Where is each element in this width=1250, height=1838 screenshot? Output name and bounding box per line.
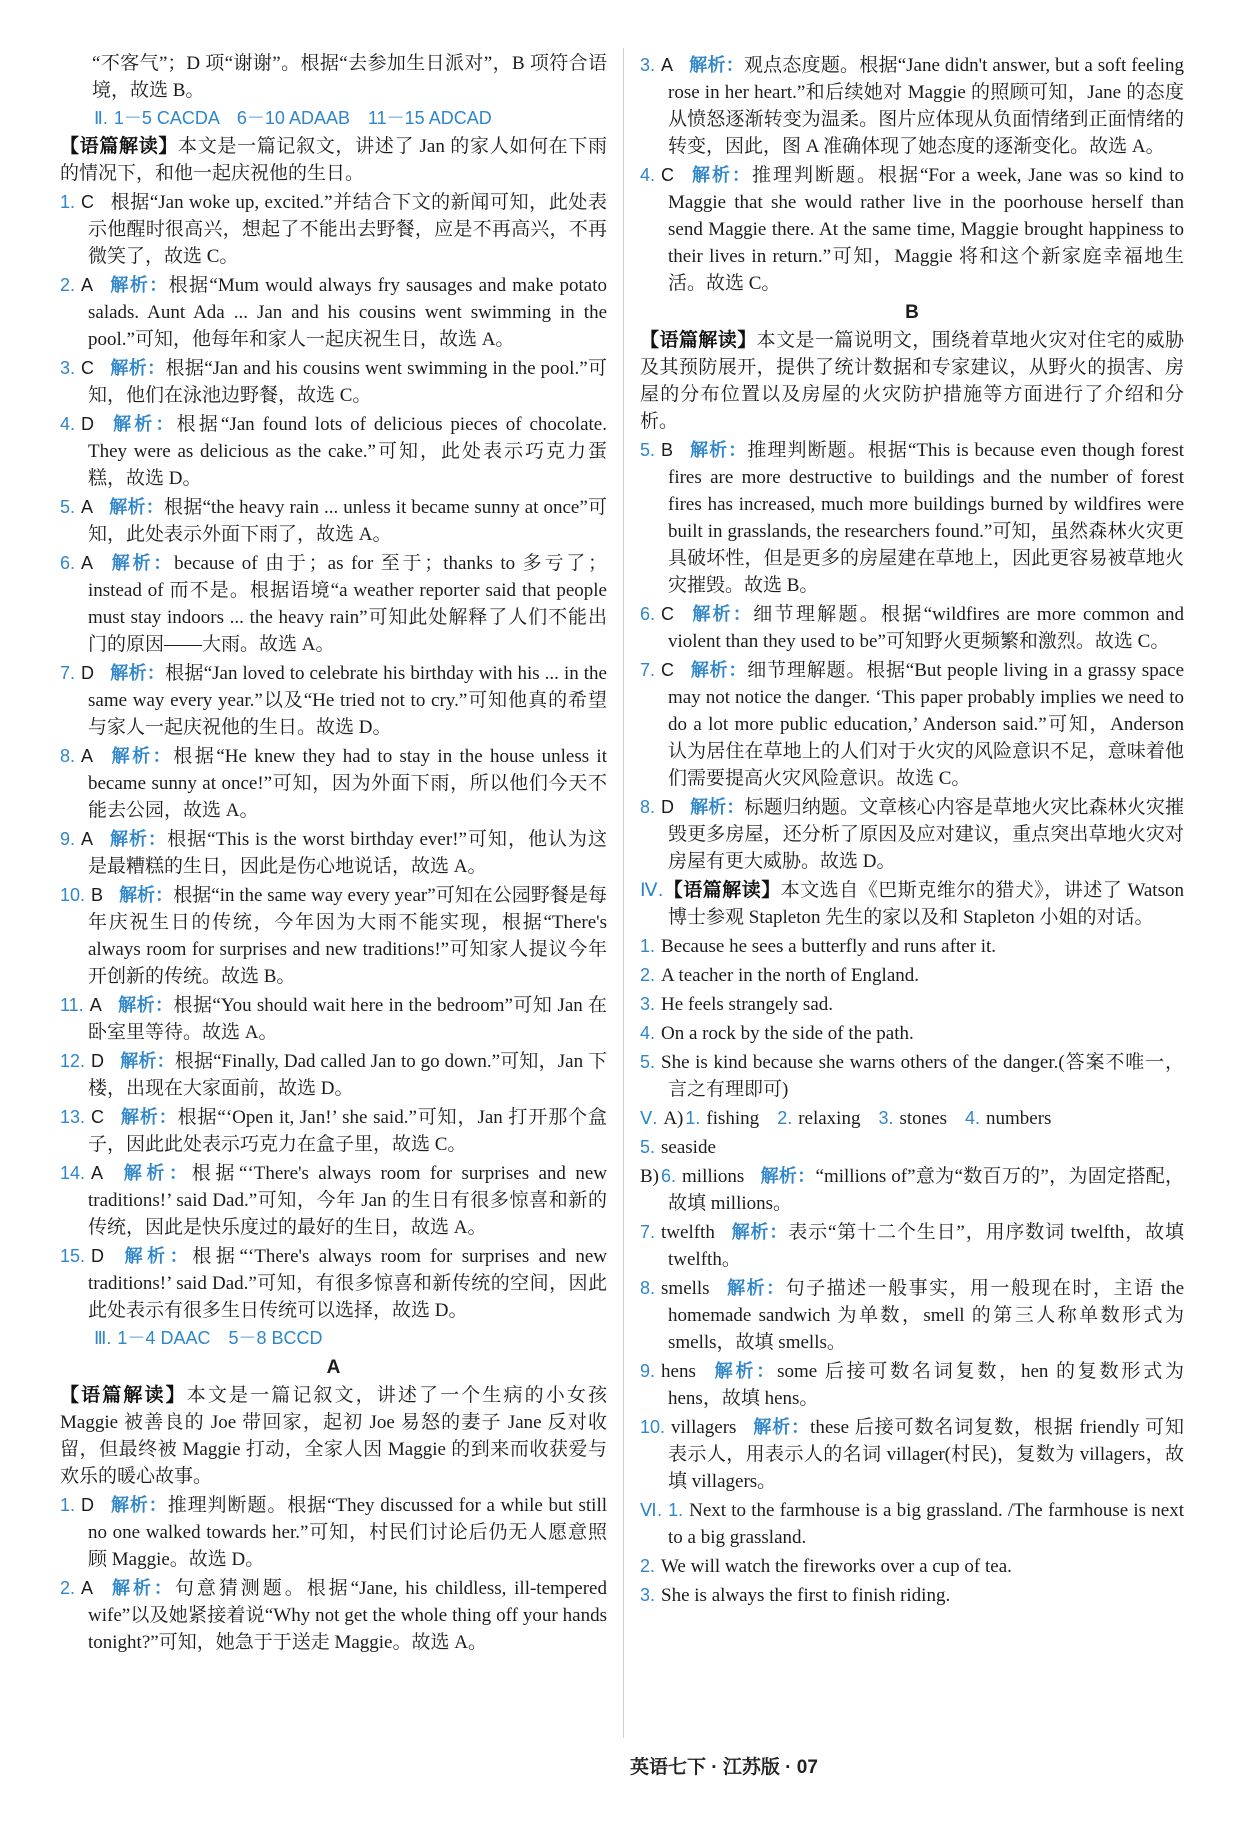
item-answer: B [661, 440, 674, 460]
answer-item [640, 1497, 1184, 1551]
section-3-answers [60, 1325, 607, 1352]
analysis-label: 解析： [109, 746, 174, 766]
item-explanation: 根据“Jan and his cousins went swimming in the pool.”可知，他们在泳池边野餐，故选 C。 [88, 358, 607, 406]
fill-answer [878, 1108, 947, 1129]
reading-tag: 【语篇解读】 [663, 880, 781, 901]
item-answer: A [89, 995, 102, 1015]
item-number: 13. [60, 1107, 86, 1127]
answer-item [640, 1219, 1184, 1273]
item-number: 2. [640, 1556, 656, 1576]
item-explanation: 根据“Jan woke up, excited.”并结合下文的新闻可知，此处表示他醒时很高兴，想起了不能出去野餐，应是不再高兴，不再微笑了，故选 C。 [88, 192, 607, 267]
item-explanation: 句意猜测题。根据“Jane, his childless, ill-tempered wife”以及她紧接着说“Why not get the whole thing off your hands tonight?”可知，她急于于送走 Maggie。故选 A。 [88, 1578, 607, 1653]
item-answer: D [91, 1246, 105, 1266]
answer-item [640, 1134, 1184, 1161]
analysis-label: 解析： [109, 829, 168, 849]
answer-item [60, 826, 607, 880]
item-number: 5. [60, 497, 76, 517]
item-explanation: 根据“the heavy rain ... unless it became sunny at once”可知，此处表示外面下雨了，故选 A。 [88, 497, 607, 545]
item-answer: A [91, 1163, 104, 1183]
analysis-label: 解析： [110, 414, 177, 434]
section-answers: 1－5 CACDA 6－10 ADAAB 11－15 ADCAD [113, 108, 492, 128]
item-number: 3. [60, 358, 76, 378]
analysis-label: 解析： [110, 663, 166, 683]
item-explanation: “millions of”意为“数百万的”，为固定搭配，故填 millions。 [668, 1166, 1184, 1214]
item-number: 5. [640, 1137, 656, 1157]
item-explanation: 推理判断题。根据“They discussed for a while but still no one walked towards her.”可知，村民们讨论后仍无人愿意照顾 Maggie。故选 D。 [88, 1495, 607, 1570]
analysis-label: 解析： [120, 1246, 193, 1266]
item-explanation: 标题归纳题。文章核心内容是草地火灾比森林火灾摧毁更多房屋，还分析了原因及应对建议，重点突出草地火灾对房屋有更大威胁。故选 D。 [668, 797, 1184, 872]
item-text: He feels strangely sad. [661, 994, 834, 1015]
section-label: Ⅱ. [94, 108, 108, 128]
item-answer: C [661, 165, 675, 185]
item-answer: D [81, 1495, 95, 1515]
analysis-label: 解析： [120, 1107, 178, 1127]
section-label: Ⅴ. [640, 1108, 658, 1128]
item-explanation: 根据“‘Open it, Jan!’ she said.”可知，Jan 打开那个盒子，因此此处表示巧克力在盒子里，故选 C。 [88, 1107, 607, 1155]
reading-text: 本文选自《巴斯克维尔的猎犬》，讲述了 Watson 博士参观 Stapleton 先生的家以及和 Stapleton 小姐的对话。 [668, 880, 1184, 928]
item-text: A teacher in the north of England. [661, 965, 920, 986]
answer-item [60, 1104, 607, 1158]
item-number: 4. [60, 414, 76, 434]
analysis-label: 解析： [690, 604, 754, 624]
section-5-part-a [640, 1105, 1184, 1132]
item-explanation: 根据“Finally, Dad called Jan to go down.”可知，Jan 下楼，出现在大家面前，故选 D。 [88, 1051, 607, 1099]
item-answer: A [81, 553, 94, 573]
item-word: fishing [706, 1108, 760, 1129]
analysis-label: 解析： [119, 885, 174, 905]
column-divider [623, 48, 624, 1738]
item-answer: A [81, 746, 94, 766]
answer-item [60, 1492, 607, 1573]
item-explanation: 根据“Mum would always fry sausages and make potato salads. Aunt Ada ... Jan and his cousins went swimming in the pool.”可知，他每年和家人一起庆祝生日，故选 A。 [88, 275, 607, 350]
item-explanation: 细节理解题。根据“But people living in a grassy space may not notice the danger. ‘This paper probably implies we need to do a lot more public education,’ Anderson said.”可知，Anderson 认为居住在草地上的人们对于火灾的风险意识不足，意味着他们需要提高火灾风险意识。故选 C。 [668, 660, 1184, 789]
item-number: 1. [685, 1108, 701, 1128]
item-number: 10. [640, 1417, 666, 1437]
item-answer: A [661, 55, 674, 75]
item-explanation: 根据“Jan loved to celebrate his birthday with his ... in the same way every year.”以及“He tried not to cry.”可知他真的希望与家人一起庆祝他的生日。故选 D。 [88, 663, 607, 738]
item-number: 2. [60, 1578, 76, 1598]
item-explanation: because of 由于；as for 至于；thanks to 多亏了；instead of 而不是。根据语境“a weather reporter said that people must stay indoors ... the heavy rain”可知此处解释了人们不能出门的原因——大雨。故选 A。 [88, 553, 607, 655]
section-label: Ⅲ. [94, 1328, 112, 1348]
item-number: 4. [640, 165, 656, 185]
item-number: 5. [640, 1052, 656, 1072]
answer-item [640, 962, 1184, 989]
item-explanation: these 后接可数名词复数，根据 friendly 可知表示人，用表示人的名词 villager(村民)，复数为 villagers，故填 villagers。 [668, 1417, 1184, 1492]
answer-item [60, 660, 607, 741]
reading-tag: 【语篇解读】 [60, 1385, 187, 1406]
item-number: 8. [640, 1278, 656, 1298]
item-number: 6. [640, 604, 656, 624]
item-answer: A [81, 497, 94, 517]
item-number: 14. [60, 1163, 86, 1183]
analysis-label: 解析： [689, 440, 748, 460]
passage-heading-b: B [905, 302, 919, 323]
item-number: 3. [640, 1585, 656, 1605]
item-explanation: 根据“in the same way every year”可知在公园野餐是每年庆祝生日的传统，今年因为大雨不能实现，根据“There's always room for surprises and new traditions!”可知家人提议今年开创新的传统。故选 B。 [88, 885, 607, 987]
analysis-label: 解析： [725, 1278, 786, 1298]
answer-item [640, 437, 1184, 599]
answer-item [640, 1163, 1184, 1217]
analysis-label: 解析： [760, 1166, 816, 1186]
item-number: 2. [640, 965, 656, 985]
answer-item [640, 991, 1184, 1018]
reading-text: 本文是一篇说明文，围绕着草地火灾对住宅的威胁及其预防展开，提供了统计数据和专家建议，从野火的损害、房屋的分布位置以及房屋的火灾防护措施等方面进行了介绍和分析。 [640, 330, 1184, 432]
answer-item [60, 1243, 607, 1324]
analysis-label: 解析： [110, 1495, 168, 1515]
item-text: She is always the first to finish riding. [661, 1585, 951, 1606]
analysis-label: 解析： [752, 1417, 811, 1437]
item-explanation: 观点态度题。根据“Jane didn't answer, but a soft feeling rose in her heart.”和后续她对 Maggie 的照顾可知，Jane 的态度从愤怒逐渐转变为温柔。图片应体现从负面情绪到正面情绪的转变，因此，图 A 准确体现了她态度的逐渐变化。故选 A。 [668, 55, 1184, 157]
passage-heading-a: A [326, 1357, 341, 1378]
reading-summary [60, 133, 607, 187]
item-answer: A [81, 829, 94, 849]
reading-summary [640, 327, 1184, 435]
item-number: 12. [60, 1051, 86, 1071]
page-footer: 英语七下 · 江苏版 · 07 [630, 1757, 818, 1778]
item-explanation: 根据“This is the worst birthday ever!”可知，他认为这是最糟糕的生日，因此是伤心地说话，故选 A。 [88, 829, 607, 877]
answer-item [640, 1049, 1184, 1103]
item-answer: D [81, 414, 95, 434]
item-answer: C [81, 192, 95, 212]
item-word: hens [661, 1361, 696, 1382]
item-number: 1. [668, 1500, 684, 1520]
item-explanation: 推理判断题。根据“For a week, Jane was so kind to Maggie that she would rather live in the poorhouse herself than send Maggie there. At the same time, Maggie brought happiness to their lives in return.”可知，Maggie 将和这个新家庭幸福地生活。故选 C。 [668, 165, 1184, 294]
answer-item [60, 992, 607, 1046]
item-answer: D [81, 663, 95, 683]
item-answer: A [81, 1578, 94, 1598]
item-text: We will watch the fireworks over a cup of tea. [661, 1556, 1012, 1577]
right-column [640, 50, 1184, 1740]
section-label: Ⅳ. [640, 880, 664, 901]
answer-item [60, 411, 607, 492]
item-answer: D [661, 797, 675, 817]
section-label: Ⅵ. [640, 1500, 663, 1520]
item-number: 2. [777, 1108, 793, 1128]
analysis-label: 解析： [117, 995, 174, 1015]
answer-item [60, 189, 607, 270]
item-answer: B [91, 885, 104, 905]
item-number: 6. [60, 553, 76, 573]
item-text: On a rock by the side of the path. [661, 1023, 914, 1044]
item-explanation: 细节理解题。根据“wildfires are more common and violent than they used to be”可知野火更频繁和激烈。故选 C。 [668, 604, 1184, 652]
reading-tag: 【语篇解读】 [640, 330, 757, 351]
item-explanation: 根据“‘There's always room for surprises and new traditions!’ said Dad.”可知，今年 Jan 的生日有很多惊喜和新的传统，因此是快乐度过的最好的生日，故选 A。 [88, 1163, 607, 1238]
item-number: 8. [640, 797, 656, 817]
item-answer: C [661, 604, 675, 624]
answer-item [640, 52, 1184, 160]
answer-item [60, 1160, 607, 1241]
answer-item [640, 1414, 1184, 1495]
item-word: relaxing [798, 1108, 861, 1129]
fill-answer [965, 1108, 1051, 1129]
item-number: 9. [60, 829, 76, 849]
item-number: 4. [964, 1108, 980, 1128]
answer-item [640, 1358, 1184, 1412]
answer-item [640, 794, 1184, 875]
reading-summary [640, 877, 1184, 931]
item-explanation: some 后接可数名词复数，hen 的复数形式为 hens，故填 hens。 [668, 1361, 1184, 1409]
item-number: 10. [60, 885, 86, 905]
item-explanation: 句子描述一般事实，用一般现在时，主语 the homemade sandwich 为单数，smell 的第三人称单数形式为 smells，故填 smells。 [668, 1278, 1184, 1353]
answer-item [640, 1553, 1184, 1580]
item-explanation: 根据“‘There's always room for surprises and new traditions!’ said Dad.”可知，有很多惊喜和新传统的空间，因此此处表示有很多生日传统可以选择，故选 D。 [88, 1246, 607, 1321]
answer-item [640, 1582, 1184, 1609]
answer-item [640, 162, 1184, 297]
item-number: 3. [640, 994, 656, 1014]
left-column [60, 50, 607, 1740]
item-number: 6. [661, 1166, 677, 1186]
answer-item [640, 1020, 1184, 1047]
item-answer: A [81, 275, 94, 295]
item-explanation: 根据“Jan found lots of delicious pieces of chocolate. They were as delicious as the cake.”可知，此处表示巧克力蛋糕，故选 D。 [88, 414, 607, 489]
item-number: 3. [640, 55, 656, 75]
analysis-label: 解析： [690, 660, 748, 680]
section-answers: 1－4 DAAC 5－8 BCCD [117, 1328, 323, 1348]
item-answer: C [81, 358, 95, 378]
part-label: B) [640, 1166, 659, 1187]
analysis-label: 解析： [730, 1222, 789, 1242]
analysis-label: 解析： [109, 275, 169, 295]
answer-item [60, 1575, 607, 1656]
item-answer: C [661, 660, 675, 680]
answer-item [60, 550, 607, 658]
item-number: 7. [640, 1222, 656, 1242]
answer-item [60, 272, 607, 353]
item-explanation: 表示“第十二个生日”，用序数词 twelfth，故填 twelfth。 [668, 1222, 1184, 1270]
fill-answer [685, 1108, 759, 1129]
item-answer: C [91, 1107, 105, 1127]
section-2-answers [60, 105, 607, 132]
reading-text: 本文是一篇记叙文，讲述了 Jan 的家人如何在下雨的情况下，和他一起庆祝他的生日。 [60, 136, 607, 184]
item-word: twelfth [661, 1222, 715, 1243]
carryover-text: “不客气”；D 项“谢谢”。根据“去参加生日派对”，B 项符合语境，故选 B。 [92, 53, 607, 101]
answer-item [60, 355, 607, 409]
item-explanation: 根据“He knew they had to stay in the house unless it became sunny at once!”可知，因为外面下雨，所以他们今天不能去公园，故选 A。 [88, 746, 607, 821]
analysis-label: 解析： [120, 1051, 175, 1071]
item-word: numbers [986, 1108, 1052, 1129]
item-word: seaside [661, 1137, 716, 1158]
fill-answer [777, 1108, 860, 1129]
analysis-label: 解析： [711, 1361, 778, 1381]
answer-item [60, 743, 607, 824]
item-number: 11. [60, 995, 84, 1015]
item-word: millions [682, 1166, 745, 1187]
answer-item [640, 601, 1184, 655]
item-number: 3. [878, 1108, 894, 1128]
item-number: 9. [640, 1361, 656, 1381]
reading-summary [60, 1382, 607, 1490]
item-number: 7. [640, 660, 656, 680]
analysis-label: 解析： [690, 797, 745, 817]
answer-item [640, 657, 1184, 792]
analysis-label: 解析： [109, 1578, 175, 1598]
item-number: 15. [60, 1246, 86, 1266]
item-number: 7. [60, 663, 76, 683]
item-number: 5. [640, 440, 656, 460]
analysis-label: 解析： [689, 55, 744, 75]
item-explanation: 根据“You should wait here in the bedroom”可知 Jan 在卧室里等待。故选 A。 [88, 995, 607, 1043]
item-word: villagers [671, 1417, 737, 1438]
item-number: 1. [640, 936, 656, 956]
item-number: 2. [60, 275, 76, 295]
analysis-label: 解析： [109, 553, 175, 573]
answer-item [640, 933, 1184, 960]
item-text: Because he sees a butterfly and runs after it. [661, 936, 997, 957]
item-text: She is kind because she warns others of the danger.(答案不唯一，言之有理即可) [661, 1052, 1184, 1100]
answer-item [640, 1275, 1184, 1356]
item-answer: D [91, 1051, 105, 1071]
item-word: stones [899, 1108, 947, 1129]
reading-tag: 【语篇解读】 [60, 136, 179, 157]
analysis-label: 解析： [119, 1163, 192, 1183]
answer-item [60, 882, 607, 990]
analysis-label: 解析： [690, 165, 752, 185]
item-explanation: 推理判断题。根据“This is because even though forest fires are more destructive to buildings and the number of forest fires has increased, much more buildings burned by wildfires were built in grasslands, the researchers found.”可知，虽然森林火灾更具破坏性，但是更多的房屋建在草地上，因此更容易被草地火灾摧毁。故选 B。 [668, 440, 1184, 596]
item-text: Next to the farmhouse is a big grassland. /The farmhouse is next to a big grassland. [668, 1500, 1184, 1548]
item-word: smells [661, 1278, 710, 1299]
analysis-label: 解析： [109, 497, 165, 517]
answer-item [60, 1048, 607, 1102]
reading-text: 本文是一篇记叙文，讲述了一个生病的小女孩 Maggie 被善良的 Joe 带回家，起初 Joe 易怒的妻子 Jane 反对收留，但最终被 Maggie 打动，全家人因 Maggie 的到来而收获爱与欢乐的暖心故事。 [60, 1385, 607, 1487]
item-number: 1. [60, 192, 76, 212]
analysis-label: 解析： [110, 358, 166, 378]
item-number: 1. [60, 1495, 76, 1515]
item-number: 8. [60, 746, 76, 766]
part-label: A) [663, 1108, 684, 1129]
item-number: 4. [640, 1023, 656, 1043]
answer-item [60, 494, 607, 548]
